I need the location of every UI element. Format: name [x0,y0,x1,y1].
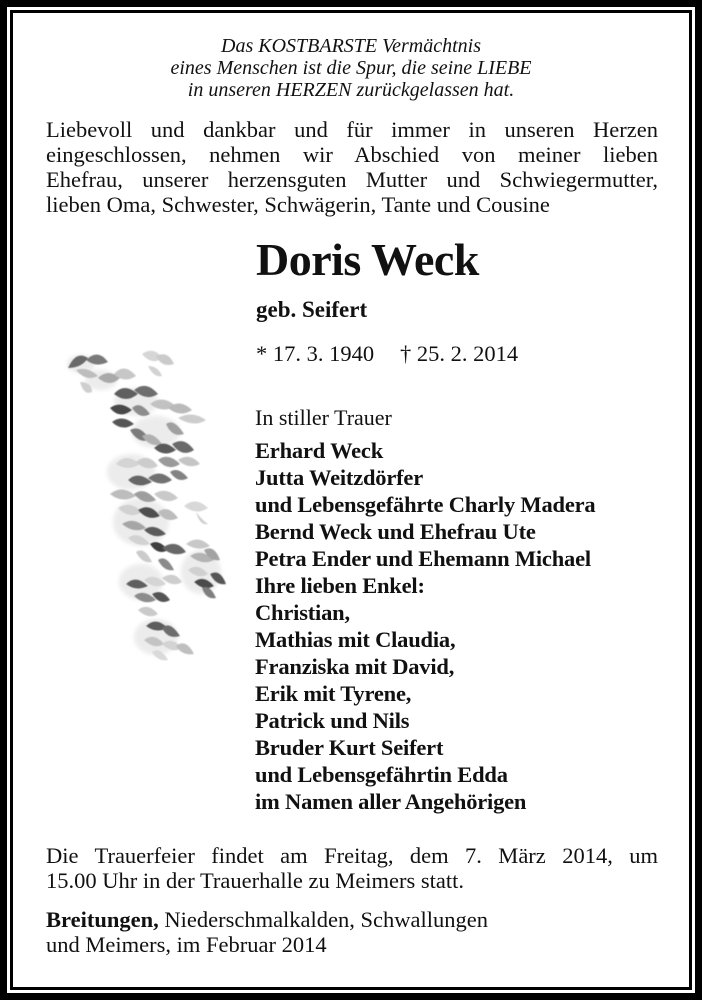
other-towns: Niederschmalkalden, Schwallungen [158,907,489,932]
intro-line: Liebevoll und dankbar und für immer in unseren Herzen [46,117,658,142]
intro-line: Ehefrau, unserer herzensguten Mutter und Schwiegermutter, [46,167,658,192]
mourner-line: Erhard Weck [255,438,384,463]
motto-quote [0,35,702,101]
ivy-leaves-icon [58,348,228,668]
place-and-date [46,907,488,957]
ceremony-line: Die Trauerfeier findet am Freitag, dem 7. März 2014, um [46,843,658,868]
mourner-line: Jutta Weitzdörfer [255,465,424,490]
funeral-ceremony-notice [46,843,658,893]
mourner-line: und Lebensgefährte Charly Madera [255,492,596,517]
motto-line: in unseren HERZEN zurückgelassen hat. [187,79,515,101]
death-date: † 25. 2. 2014 [400,341,519,366]
mourner-line: und Lebensgefährtin Edda [255,762,508,787]
mourner-line: Erik mit Tyrene, [255,681,412,706]
birth-date: * 17. 3. 1940 [256,341,375,366]
place-line-1 [46,907,488,932]
deceased-name: Doris Weck [256,234,479,285]
intro-paragraph [46,117,658,217]
motto-line: Das KOSTBARSTE Vermächtnis [221,35,481,57]
mourner-line: Franziska mit David, [255,654,455,679]
place-line-2: und Meimers, im Februar 2014 [46,932,327,957]
mourner-line: Mathias mit Claudia, [255,627,456,652]
mourner-line: Bernd Weck und Ehefrau Ute [255,519,536,544]
intro-line: lieben Oma, Schwester, Schwägerin, Tante und Cousine [46,192,550,217]
mourner-line: im Namen aller Angehörigen [255,789,527,814]
motto-line: eines Menschen ist die Spur, die seine LIEBE [170,57,532,79]
mourner-line: Christian, [255,600,350,625]
mourner-line: Petra Ender und Ehemann Michael [255,546,591,571]
intro-line: eingeschlossen, nehmen wir Abschied von meiner lieben [46,142,658,167]
mourning-label: In stiller Trauer [255,405,392,430]
town-name: Breitungen, [46,907,159,932]
maiden-name: geb. Seifert [256,297,368,322]
mourner-line: Bruder Kurt Seifert [255,735,444,760]
life-dates [256,340,519,368]
ceremony-line: 15.00 Uhr in der Trauerhalle zu Meimers statt. [46,868,465,893]
mourner-line: Patrick und Nils [255,708,410,733]
mourners-list [255,437,595,815]
mourner-line: Ihre lieben Enkel: [255,573,425,598]
